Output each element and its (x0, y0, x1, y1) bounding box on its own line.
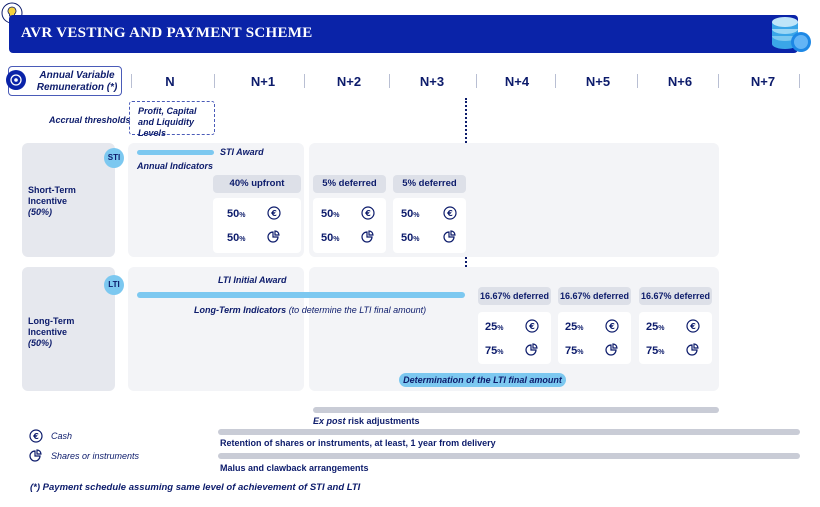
sti-payment-label: 5% deferred (393, 175, 466, 193)
svg-text:€: € (690, 322, 696, 331)
percent-sign: % (239, 212, 246, 219)
expost-rest: risk adjustments (345, 416, 420, 426)
pie-chart-icon (525, 343, 539, 362)
remuneration-icon (6, 70, 26, 90)
legend-cash-icon (29, 429, 43, 448)
shares-percent (227, 232, 245, 244)
euro-icon (605, 319, 619, 338)
shares-percent (401, 232, 419, 244)
shares-value: 75 (646, 345, 659, 357)
cash-percent (227, 208, 245, 220)
lti-title (28, 316, 108, 349)
cash-percent (401, 208, 419, 220)
percent-sign: % (333, 236, 340, 243)
percent-sign: % (577, 349, 584, 356)
period-n4: N+4 (504, 74, 530, 89)
shares-value: 75 (485, 345, 498, 357)
pie-chart-icon (686, 343, 700, 362)
cash-percent (321, 208, 339, 220)
expost-em: Ex post (313, 416, 346, 426)
period-n1: N+1 (250, 74, 276, 89)
cash-value: 50 (321, 208, 334, 220)
lti-payment-label: 16.67% deferred (639, 287, 712, 305)
legend-shares-label: Shares or instruments (51, 451, 140, 461)
shares-percent (565, 345, 583, 357)
lti-award-bar (137, 292, 465, 298)
cash-value: 25 (646, 321, 659, 333)
period-divider (389, 74, 390, 88)
percent-sign: % (413, 212, 420, 219)
sti-payment-card (313, 198, 386, 253)
lti-award-label: LTI Initial Award (218, 275, 287, 285)
percent-sign: % (239, 236, 246, 243)
period-divider (555, 74, 556, 88)
period-n: N (165, 74, 175, 89)
pie-chart-icon (605, 343, 619, 362)
percent-sign: % (577, 325, 584, 332)
shares-value: 50 (227, 232, 240, 244)
shares-percent (646, 345, 664, 357)
cash-percent (646, 321, 664, 333)
lti-share: (50%) (28, 338, 53, 348)
sti-indicators-label: Annual Indicators (137, 161, 214, 171)
lti-indicators-label (194, 305, 426, 315)
percent-sign: % (658, 325, 665, 332)
legend-shares-icon (29, 449, 43, 468)
accrual-box: Profit, Capital and Liquidity Levels (129, 101, 215, 135)
pie-chart-icon (267, 230, 281, 249)
euro-icon (525, 319, 539, 338)
shares-percent (485, 345, 503, 357)
retention-label: Retention of shares or instruments, at least, 1 year from delivery (220, 438, 496, 448)
cash-value: 25 (485, 321, 498, 333)
shares-value: 50 (321, 232, 334, 244)
sti-payment-label: 40% upfront (213, 175, 301, 193)
malus-label: Malus and clawback arrangements (220, 463, 369, 473)
sti-badge: STI (104, 148, 124, 168)
period-divider (718, 74, 719, 88)
sti-payment-card (213, 198, 301, 253)
sti-payment-card (393, 198, 466, 253)
percent-sign: % (497, 349, 504, 356)
cash-value: 25 (565, 321, 578, 333)
svg-text:€: € (365, 209, 371, 218)
sti-award-bar (137, 150, 214, 155)
lti-payment-label: 16.67% deferred (478, 287, 551, 305)
sti-title-text: Short-Term Incentive (28, 185, 76, 206)
pie-chart-icon (361, 230, 375, 249)
svg-text:€: € (271, 209, 277, 218)
cash-percent (485, 321, 503, 333)
lti-panel-n (128, 267, 304, 391)
svg-text:€: € (447, 209, 453, 218)
lti-indicators-note: (to determine the LTI final amount) (288, 305, 427, 315)
percent-sign: % (333, 212, 340, 219)
cash-percent (565, 321, 583, 333)
svg-text:€: € (33, 432, 39, 441)
coins-icon (765, 12, 815, 56)
retention-bar (218, 429, 800, 435)
euro-icon (361, 206, 375, 225)
period-n3: N+3 (419, 74, 445, 89)
shares-value: 75 (565, 345, 578, 357)
svg-text:€: € (529, 322, 535, 331)
euro-icon (686, 319, 700, 338)
shares-value: 50 (401, 232, 414, 244)
page-title: AVR VESTING AND PAYMENT SCHEME (21, 25, 313, 41)
accrual-label: Accrual thresholds (49, 115, 131, 125)
euro-icon (443, 206, 457, 225)
sti-share: (50%) (28, 207, 53, 217)
shares-percent (321, 232, 339, 244)
expost-label (313, 416, 420, 426)
period-n5: N+5 (585, 74, 611, 89)
period-n7: N+7 (750, 74, 776, 89)
period-divider (799, 74, 800, 88)
lti-payment-card (558, 312, 631, 364)
avr-label-box (8, 66, 122, 96)
percent-sign: % (658, 349, 665, 356)
period-n6: N+6 (667, 74, 693, 89)
avr-label: Annual Variable Remuneration (*) (36, 70, 118, 93)
cash-value: 50 (401, 208, 414, 220)
expost-bar (313, 407, 719, 413)
lti-payment-card (639, 312, 712, 364)
lti-badge: LTI (104, 275, 124, 295)
cash-value: 50 (227, 208, 240, 220)
malus-bar (218, 453, 800, 459)
pie-chart-icon (443, 230, 457, 249)
legend-cash-label: Cash (51, 431, 73, 441)
sti-award-label: STI Award (220, 147, 264, 157)
sti-title (28, 185, 108, 218)
sti-payment-label: 5% deferred (313, 175, 386, 193)
period-divider (131, 74, 132, 88)
lti-payment-card (478, 312, 551, 364)
period-divider (476, 74, 477, 88)
lti-title-text: Long-Term Incentive (28, 316, 75, 337)
period-divider (637, 74, 638, 88)
footnote: (*) Payment schedule assuming same level of achievement of STI and LTI (30, 482, 361, 493)
lti-determination-label: Determination of the LTI final amount (399, 373, 566, 387)
period-n2: N+2 (336, 74, 362, 89)
period-divider (304, 74, 305, 88)
header-banner (9, 15, 798, 53)
euro-icon (267, 206, 281, 225)
svg-text:€: € (609, 322, 615, 331)
lti-payment-label: 16.67% deferred (558, 287, 631, 305)
percent-sign: % (497, 325, 504, 332)
period-divider (214, 74, 215, 88)
lti-indicators-text: Long-Term Indicators (194, 305, 287, 315)
percent-sign: % (413, 236, 420, 243)
